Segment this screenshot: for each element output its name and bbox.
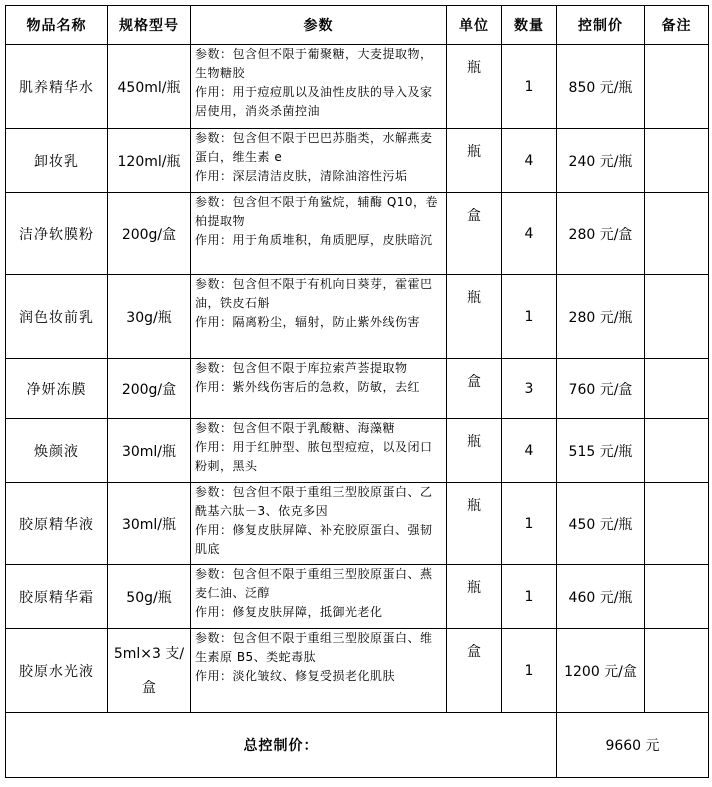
item-price: 850 元/瓶 <box>557 45 645 129</box>
item-qty: 4 <box>502 419 557 483</box>
item-price: 515 元/瓶 <box>557 419 645 483</box>
param-line: 作用：修复皮肤屏障，抵御光老化 <box>195 605 383 619</box>
param-line: 参数：包含但不限于重组三型胶原蛋白、维生素原 B5、类蛇毒肽 <box>195 631 433 664</box>
param-line: 作用：修复皮肤屏障、补充胶原蛋白、强韧肌底 <box>195 523 433 556</box>
param-line: 作用：用于痘痘肌以及油性皮肤的导入及家居使用，消炎杀菌控油 <box>195 85 433 118</box>
item-params <box>191 359 447 419</box>
header-spec: 规格型号 <box>108 6 191 45</box>
header-params: 参数 <box>191 6 447 45</box>
table-row <box>6 483 709 565</box>
param-line: 作用：用于角质堆积，角质肥厚，皮肤暗沉 <box>195 233 433 247</box>
item-name: 胶原精华液 <box>6 483 108 565</box>
table-row <box>6 419 709 483</box>
item-unit: 瓶 <box>447 419 502 483</box>
item-note <box>645 629 709 713</box>
item-name: 润色妆前乳 <box>6 275 108 359</box>
item-qty: 4 <box>502 129 557 193</box>
item-note <box>645 359 709 419</box>
item-price: 450 元/瓶 <box>557 483 645 565</box>
param-line: 参数：包含但不限于有机向日葵芽，霍霍巴油，铁皮石斛 <box>195 277 433 310</box>
item-spec: 120ml/瓶 <box>108 129 191 193</box>
table-row <box>6 629 709 713</box>
header-price: 控制价 <box>557 6 645 45</box>
param-line: 作用：淡化皱纹、修复受损老化肌肤 <box>195 669 396 683</box>
param-line: 作用：紫外线伤害后的急救，防敏，去红 <box>195 380 421 394</box>
item-note <box>645 483 709 565</box>
item-note <box>645 129 709 193</box>
item-price: 240 元/瓶 <box>557 129 645 193</box>
item-name: 胶原精华霜 <box>6 565 108 629</box>
table-row <box>6 129 709 193</box>
item-price: 1200 元/盒 <box>557 629 645 713</box>
item-name: 焕颜液 <box>6 419 108 483</box>
price-table <box>5 5 709 778</box>
total-value: 9660 元 <box>557 713 709 778</box>
header-name: 物品名称 <box>6 6 108 45</box>
item-params <box>191 45 447 129</box>
item-qty: 1 <box>502 629 557 713</box>
item-note <box>645 193 709 275</box>
item-params <box>191 193 447 275</box>
param-line: 作用：隔离粉尘，辐射，防止紫外线伤害 <box>195 315 421 329</box>
item-note <box>645 419 709 483</box>
item-params <box>191 565 447 629</box>
item-qty: 4 <box>502 193 557 275</box>
item-name: 肌养精华水 <box>6 45 108 129</box>
item-qty: 1 <box>502 483 557 565</box>
item-qty: 1 <box>502 565 557 629</box>
item-spec: 5ml×3 支/盒 <box>108 629 191 713</box>
table-row <box>6 359 709 419</box>
total-row <box>6 713 709 778</box>
item-unit: 盒 <box>447 359 502 419</box>
param-line: 参数：包含但不限于乳酸糖、海藻糖 <box>195 421 396 435</box>
item-spec: 200g/盒 <box>108 193 191 275</box>
param-line: 参数：包含但不限于巴巴苏脂类，水解燕麦蛋白，维生素 e <box>195 131 433 164</box>
total-label: 总控制价： <box>6 713 557 778</box>
item-spec: 200g/盒 <box>108 359 191 419</box>
item-spec: 50g/瓶 <box>108 565 191 629</box>
item-spec: 30g/瓶 <box>108 275 191 359</box>
header-qty: 数量 <box>502 6 557 45</box>
param-line: 作用：深层清洁皮肤，清除油溶性污垢 <box>195 169 408 183</box>
item-qty: 1 <box>502 275 557 359</box>
item-price: 280 元/瓶 <box>557 275 645 359</box>
header-row <box>6 6 709 45</box>
item-spec: 30ml/瓶 <box>108 483 191 565</box>
table-row <box>6 565 709 629</box>
table-row <box>6 193 709 275</box>
param-line: 作用：用于红肿型、脓包型痘痘，以及闭口粉刺，黑头 <box>195 440 433 473</box>
param-line: 参数：包含但不限于角鲨烷，辅酶 Q10，卷柏提取物 <box>195 195 439 228</box>
item-spec: 30ml/瓶 <box>108 419 191 483</box>
item-price: 760 元/盒 <box>557 359 645 419</box>
header-unit: 单位 <box>447 6 502 45</box>
item-unit: 瓶 <box>447 129 502 193</box>
item-unit: 瓶 <box>447 483 502 565</box>
item-unit: 盒 <box>447 629 502 713</box>
param-line: 参数：包含但不限于重组三型胶原蛋白、燕麦仁油、泛醇 <box>195 567 433 600</box>
item-params <box>191 419 447 483</box>
table-row <box>6 275 709 359</box>
param-line: 参数：包含但不限于重组三型胶原蛋白、乙酰基六肽－3、依克多因 <box>195 485 433 518</box>
header-note: 备注 <box>645 6 709 45</box>
item-name: 净妍冻膜 <box>6 359 108 419</box>
item-name: 胶原水光液 <box>6 629 108 713</box>
item-name: 卸妆乳 <box>6 129 108 193</box>
item-qty: 3 <box>502 359 557 419</box>
item-params <box>191 629 447 713</box>
item-params <box>191 483 447 565</box>
param-line: 参数：包含但不限于葡聚糖，大麦提取物，生物糖胶 <box>195 47 433 80</box>
item-name: 洁净软膜粉 <box>6 193 108 275</box>
item-unit: 瓶 <box>447 275 502 359</box>
table-row <box>6 45 709 129</box>
item-unit: 盒 <box>447 193 502 275</box>
item-price: 280 元/盒 <box>557 193 645 275</box>
param-line: 参数：包含但不限于库拉索芦荟提取物 <box>195 361 408 375</box>
item-spec: 450ml/瓶 <box>108 45 191 129</box>
item-unit: 瓶 <box>447 45 502 129</box>
item-price: 460 元/瓶 <box>557 565 645 629</box>
item-note <box>645 275 709 359</box>
item-qty: 1 <box>502 45 557 129</box>
item-unit: 瓶 <box>447 565 502 629</box>
item-note <box>645 565 709 629</box>
item-params <box>191 129 447 193</box>
item-note <box>645 45 709 129</box>
item-params <box>191 275 447 359</box>
